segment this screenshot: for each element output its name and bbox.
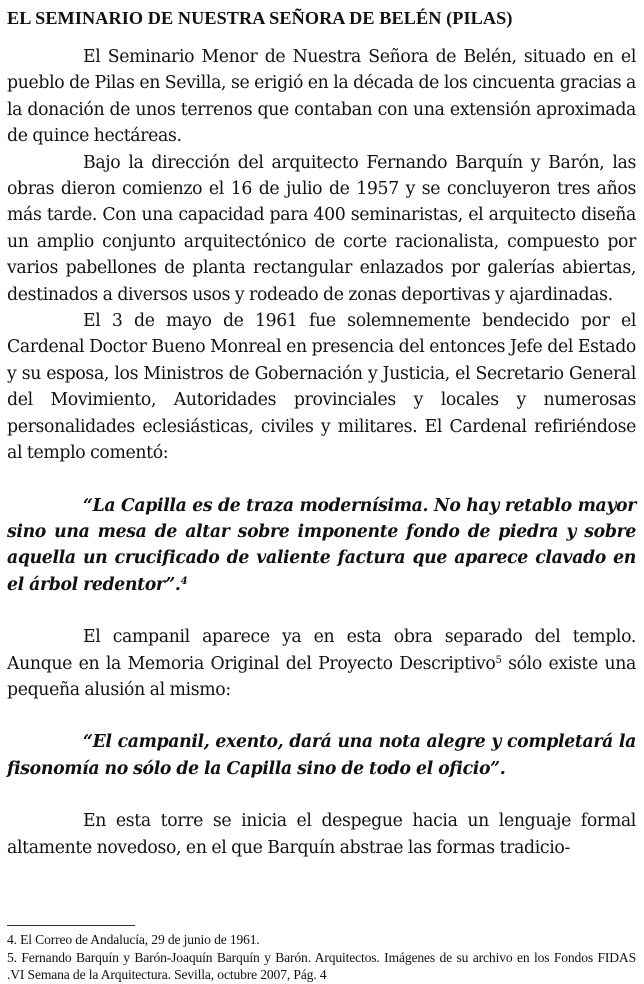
page-title: EL SEMINARIO DE NUESTRA SEÑORA DE BELÉN (PILAS) — [7, 8, 513, 28]
footnote-ref-5: 5 — [495, 654, 502, 666]
quote-2: “El campanil, exento, dará una nota alegre y completará la fisonomía no sólo de la Capilla sino de todo el oficio”. — [7, 732, 636, 779]
quote-1-text: “La Capilla es de traza modernísima. No hay retablo mayor sino una mesa de altar sobre imponente fondo de piedra y sobre aquella un crucificado de valiente factura que aparece clavado en el árbol redentor”. — [7, 495, 636, 595]
paragraph-4-text-start: El campanil aparece ya en esta obra separado del templo. Aunque en la Memoria Original del Proyecto Descriptivo — [7, 627, 636, 674]
paragraph-3: El 3 de mayo de 1961 fue solemnemente bendecido por el Cardenal Doctor Bueno Monreal en presencia del entonces Jefe del Estado y su esposa, los Ministros de Gobernación y Justicia, el Secretario General del Movimiento, Autoridades provinciales y locales y numerosas personalidades eclesiásticas, civiles y militares. El Cardenal refiriéndose al templo comentó: — [7, 311, 636, 464]
footnote-ref-4: 4 — [180, 575, 188, 587]
quote-1 — [7, 493, 636, 599]
paragraph-4-text-end: sólo existe una pequeña alusión al mismo: — [7, 653, 636, 700]
footnote-5: 5. Fernando Barquín y Barón-Joaquín Barquín y Barón. Arquitectos. Imágenes de su archivo en los Fondos FIDAS .VI Semana de la Arquitectura. Sevilla, octubre 2007, Pág. 4 — [7, 949, 636, 982]
paragraph-5: En esta torre se inicia el despegue hacia un lenguaje formal altamente novedoso, en el que Barquín abstrae las formas tradicio- — [7, 811, 636, 858]
paragraph-4 — [7, 624, 636, 703]
footnote-divider — [7, 925, 135, 926]
paragraph-2: Bajo la dirección del arquitecto Fernando Barquín y Barón, las obras dieron comienzo el 16 de julio de 1957 y se concluyeron tres años más tarde. Con una capacidad para 400 seminaristas, el arquitecto diseña un amplio conjunto arquitectónico de corte racionalista, compuesto por varios pabellones de planta rectangular enlazados por galerías abiertas, destinados a diversos usos y rodeado de zonas deportivas y ajardinadas. — [7, 152, 636, 305]
body-text — [7, 44, 636, 861]
paragraph-1: El Seminario Menor de Nuestra Señora de Belén, situado en el pueblo de Pilas en Sevilla, se erigió en la década de los cincuenta gracias a la donación de unos terrenos que contaban con una extensión aproximada de quince hectáreas. — [7, 47, 636, 147]
footnotes — [7, 931, 636, 984]
footnote-4: 4. El Correo de Andalucía, 29 de junio de 1961. — [7, 932, 260, 947]
